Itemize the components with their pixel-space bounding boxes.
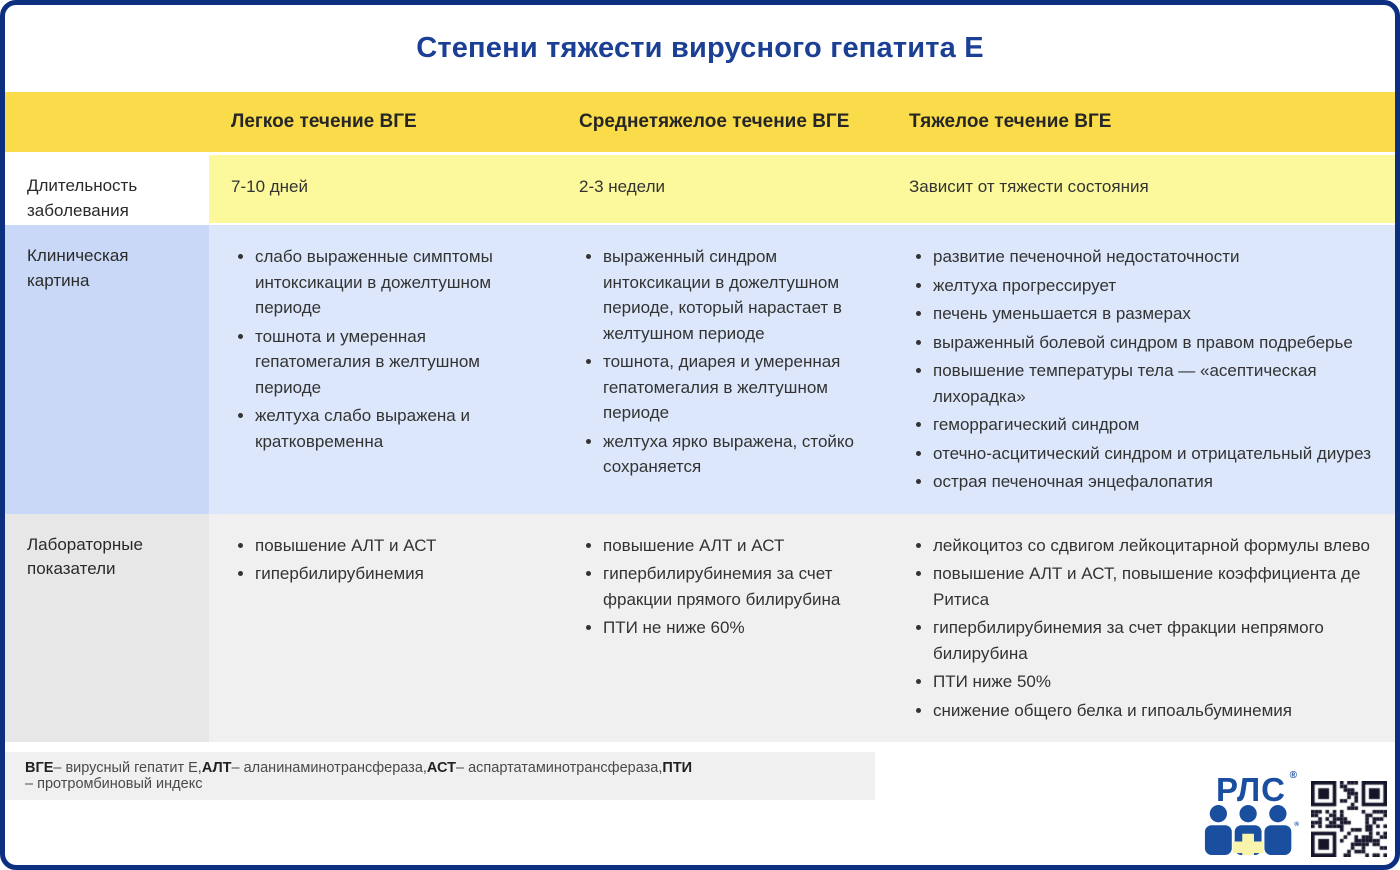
duration-severe-value: Зависит от тяжести состояния — [887, 155, 1395, 223]
brand-block — [1203, 770, 1387, 857]
registered-mark: ® — [1289, 770, 1298, 782]
duration-moderate-value: 2-3 недели — [557, 155, 887, 223]
clinical-moderate-cell — [557, 225, 887, 514]
bullet-item: • слабо выраженные симптомы интоксикации в дожелтушном периоде — [255, 244, 535, 321]
table-row-clinical — [5, 225, 1395, 514]
column-header-moderate: Среднетяжелое течение ВГЕ — [579, 111, 850, 132]
table-header-row — [5, 92, 1395, 152]
lab-mild-cell — [209, 514, 557, 743]
bullet-item: • ПТИ не ниже 60% — [603, 615, 865, 641]
bullet-item: • выраженный синдром интоксикации в дожелтушном периоде, который нарастает в желтушном периоде — [603, 244, 865, 346]
page-title: Степени тяжести вирусного гепатита Е — [416, 32, 984, 64]
bullet-item: • повышение АЛТ и АСТ — [255, 533, 535, 559]
clinical-severe-list — [909, 244, 1373, 495]
duration-mild-value: 7-10 дней — [209, 155, 557, 223]
lab-moderate-cell — [557, 514, 887, 743]
row-label-lab: Лабораторные показатели — [5, 514, 209, 743]
bullet-item: • развитие печеночной недостаточности — [933, 244, 1373, 270]
clinical-mild-list — [231, 244, 535, 454]
lab-severe-cell — [887, 514, 1395, 743]
bullet-item: • гипербилирубинемия за счет фракции прямого билирубина — [603, 561, 865, 612]
svg-text:®: ® — [1294, 821, 1299, 829]
bullet-item: • острая печеночная энцефалопатия — [933, 469, 1373, 495]
bullet-item: • гипербилирубинемия — [255, 561, 535, 587]
column-header-severe: Тяжелое течение ВГЕ — [909, 111, 1112, 132]
footnote-segment: ВГЕ — [25, 760, 54, 777]
lab-severe-list — [909, 533, 1373, 724]
footnote-segment: – аланинаминотрансфераза, — [231, 760, 427, 777]
bullet-item: • повышение температуры тела — «асептическая лихорадка» — [933, 358, 1373, 409]
lab-moderate-list — [579, 533, 865, 641]
rls-people-icon — [1203, 805, 1299, 855]
rls-logo — [1203, 770, 1299, 857]
bullet-item: • тошнота и умеренная гепатомегалия в желтушном периоде — [255, 324, 535, 401]
rls-logo-text: РЛС ® — [1216, 770, 1298, 809]
footnote-abbreviations — [5, 752, 875, 800]
row-label-duration: Длительность заболевания — [5, 155, 209, 223]
bullet-item: • желтуха слабо выражена и кратковременна — [255, 403, 535, 454]
bullet-item: • повышение АЛТ и АСТ — [603, 533, 865, 559]
lab-mild-list — [231, 533, 535, 587]
column-header-mild: Легкое течение ВГЕ — [231, 111, 417, 132]
bullet-item: • желтуха прогрессирует — [933, 273, 1373, 299]
footnote-segment: – протромбиновый индекс — [25, 776, 203, 793]
table-row-duration — [5, 155, 1395, 223]
bullet-item: • геморрагический синдром — [933, 412, 1373, 438]
bullet-item: • гипербилирубинемия за счет фракции непрямого билирубина — [933, 615, 1373, 666]
footnote-segment: АСТ — [426, 760, 456, 777]
clinical-moderate-list — [579, 244, 865, 480]
bullet-item: • выраженный болевой синдром в правом подреберье — [933, 330, 1373, 356]
bullet-item: • повышение АЛТ и АСТ, повышение коэффициента де Ритиса — [933, 561, 1373, 612]
bullet-item: • отечно-асцитический синдром и отрицательный диурез — [933, 441, 1373, 467]
clinical-severe-cell — [887, 225, 1395, 514]
bullet-item: • желтуха ярко выражена, стойко сохраняется — [603, 429, 865, 480]
footnote-segment: – аспартатаминотрансфераза, — [456, 760, 663, 777]
row-label-clinical: Клиническая картина — [5, 225, 209, 514]
footnote-segment: – вирусный гепатит Е, — [53, 760, 202, 777]
footnote-segment: ПТИ — [662, 760, 693, 777]
table-row-lab — [5, 514, 1395, 743]
footnote-segment: АЛТ — [201, 760, 232, 777]
bullet-item: • снижение общего белка и гипоальбуминемия — [933, 698, 1373, 724]
bullet-item: • тошнота, диарея и умеренная гепатомегалия в желтушном периоде — [603, 349, 865, 426]
qr-code — [1311, 781, 1387, 857]
bullet-item: • ПТИ ниже 50% — [933, 669, 1373, 695]
clinical-mild-cell — [209, 225, 557, 514]
bullet-item: • печень уменьшается в размерах — [933, 301, 1373, 327]
bullet-item: • лейкоцитоз со сдвигом лейкоцитарной формулы влево — [933, 533, 1373, 559]
